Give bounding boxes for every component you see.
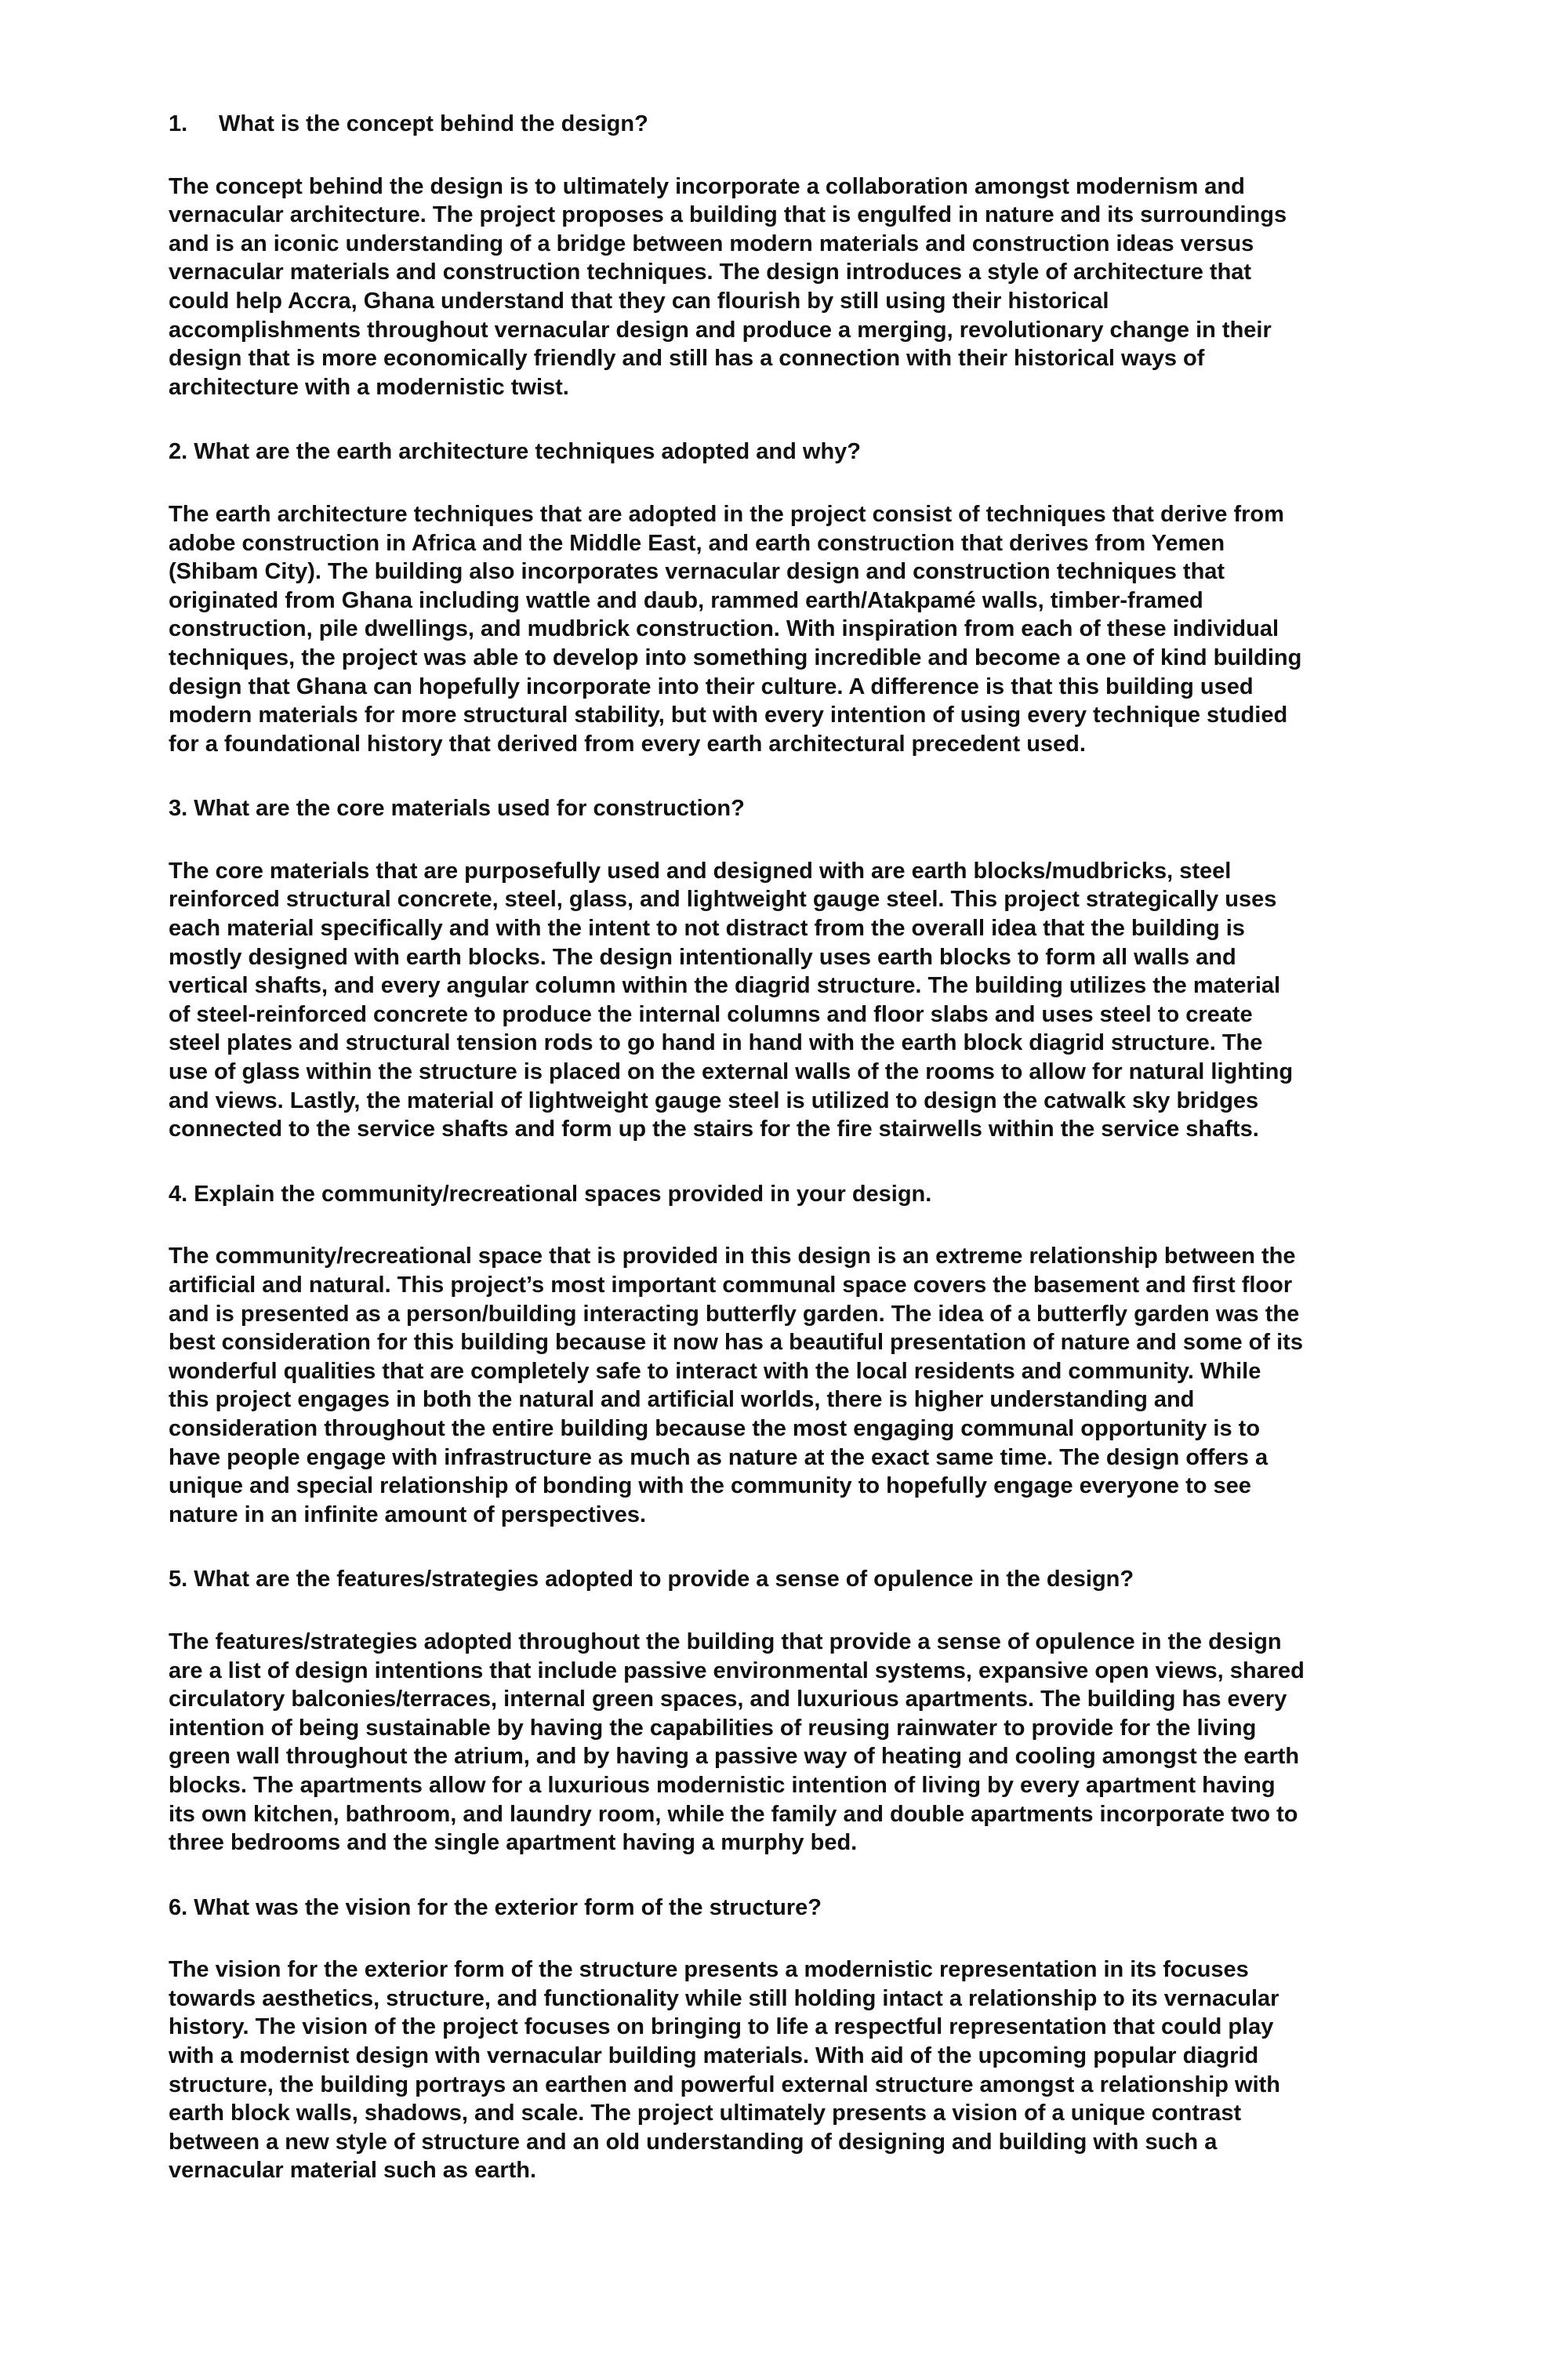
answer-line: its own kitchen, bathroom, and laundry room, while the family and double apartments incorporate two to [169,1801,1298,1827]
question-number: 3. [169,796,188,822]
answer-line: steel plates and structural tension rods to go hand in hand with the earth block diagrid structure. The [169,1030,1263,1056]
answer-line: The concept behind the design is to ultimately incorporate a collaboration amongst modernism and [169,173,1245,199]
answer-line: design that is more economically friendly and still has a connection with their historical ways of [169,346,1205,372]
question-number: 4. [169,1181,188,1207]
answer-line: originated from Ghana including wattle and daub, rammed earth/Atakpamé walls, timber-framed [169,587,1203,613]
question-number: 1. [169,111,188,136]
answer-line: with a modernist design with vernacular building materials. With aid of the upcoming popular diagrid [169,2043,1259,2069]
answer-line: vernacular architecture. The project proposes a building that is engulfed in nature and its surroundings [169,202,1287,228]
answer-line: The core materials that are purposefully used and designed with are earth blocks/mudbricks, steel [169,858,1232,884]
qa-section-3 [169,794,1411,1144]
answer-paragraph [169,1242,1411,1529]
answer-line: and views. Lastly, the material of lightweight gauge steel is utilized to design the catwalk sky bridges [169,1088,1259,1113]
answer-line: towards aesthetics, structure, and functionality while still holding intact a relationship to its vernacular [169,1985,1279,2011]
question-heading [169,110,1411,139]
question-text: What are the features/strategies adopted to provide a sense of opulence in the design? [194,1567,1134,1592]
answer-line: green wall throughout the atrium, and by having a passive way of heating and cooling amongst the earth [169,1744,1300,1770]
answer-line: connected to the service shafts and form up the stairs for the fire stairwells within the service shafts. [169,1117,1259,1142]
question-heading [169,438,1411,467]
answer-paragraph [169,1955,1411,2185]
answer-line: architecture with a modernistic twist. [169,374,569,400]
answer-line: reinforced structural concrete, steel, glass, and lightweight gauge steel. This project strategically uses [169,887,1277,913]
answer-paragraph [169,1628,1411,1857]
question-text: What are the earth architecture techniques adopted and why? [194,439,862,465]
answer-line: The community/recreational space that is provided in this design is an extreme relationship between the [169,1244,1296,1269]
answer-line: construction, pile dwellings, and mudbrick construction. With inspiration from each of these individual [169,616,1279,642]
answer-line: and is an iconic understanding of a bridge between modern materials and construction ideas versus [169,231,1254,256]
answer-line: design that Ghana can hopefully incorporate into their culture. A difference is that this building used [169,674,1254,699]
question-text: What was the vision for the exterior form of the structure? [194,1894,822,1920]
answer-line: The earth architecture techniques that are adopted in the project consist of techniques that derive from [169,501,1284,527]
answer-line: have people engage with infrastructure as much as nature at the exact same time. The design offers a [169,1444,1269,1470]
answer-paragraph [169,500,1411,758]
answer-line: nature in an infinite amount of perspectives. [169,1501,647,1527]
answer-line: vernacular material such as earth. [169,2158,537,2184]
answer-line: could help Accra, Ghana understand that they can flourish by still using their historical [169,288,1109,314]
answer-line: vernacular materials and construction techniques. The design introduces a style of architecture that [169,260,1252,285]
question-number: 6. [169,1894,188,1920]
answer-line: adobe construction in Africa and the Middle East, and earth construction that derives from Yemen [169,530,1225,556]
answer-line: unique and special relationship of bonding with the community to hopefully engage everyone to see [169,1473,1251,1499]
answer-line: structure, the building portrays an earthen and powerful external structure amongst a relationship with [169,2072,1281,2097]
answer-line: modern materials for more structural stability, but with every intention of using every technique studied [169,703,1288,728]
answer-line: mostly designed with earth blocks. The design intentionally uses earth blocks to form all walls and [169,944,1236,970]
answer-line: accomplishments throughout vernacular design and produce a merging, revolutionary change in their [169,317,1272,343]
answer-line: vertical shafts, and every angular column within the diagrid structure. The building utilizes the material [169,973,1281,999]
answer-line: intention of being sustainable by having the capabilities of reusing rainwater to provide for the living [169,1715,1257,1741]
answer-paragraph [169,172,1411,402]
answer-line: artificial and natural. This project’s most important communal space covers the basement and first floor [169,1273,1293,1298]
question-text: What is the concept behind the design? [219,111,648,136]
answer-line: use of glass within the structure is placed on the external walls of the rooms to allow for natural lighting [169,1059,1294,1085]
answer-line: history. The vision of the project focuses on bringing to life a respectful representation that could play [169,2014,1274,2040]
answer-line: best consideration for this building because it now has a beautiful presentation of nature and some of its [169,1330,1303,1356]
question-heading [169,1894,1411,1923]
answer-line: The vision for the exterior form of the structure presents a modernistic representation in its focuses [169,1957,1249,1983]
question-heading [169,1565,1411,1594]
answer-line: blocks. The apartments allow for a luxurious modernistic intention of living by every apartment having [169,1772,1276,1798]
answer-line: wonderful qualities that are completely safe to interact with the local residents and community. While [169,1358,1261,1384]
qa-section-4 [169,1180,1411,1530]
question-heading [169,1180,1411,1209]
answer-line: for a foundational history that derived from every earth architectural precedent used. [169,731,1086,757]
document-page [169,110,1411,2221]
question-text: Explain the community/recreational spaces provided in your design. [194,1181,932,1207]
qa-section-5 [169,1565,1411,1857]
qa-section-2 [169,438,1411,758]
answer-line: three bedrooms and the single apartment having a murphy bed. [169,1830,858,1856]
question-heading [169,794,1411,823]
question-number: 5. [169,1567,188,1592]
answer-line: each material specifically and with the intent to not distract from the overall idea that the building is [169,916,1245,942]
answer-line: earth block walls, shadows, and scale. The project ultimately presents a vision of a unique contrast [169,2101,1242,2126]
answer-line: of steel-reinforced concrete to produce the internal columns and floor slabs and uses steel to create [169,1001,1253,1027]
answer-line: (Shibam City). The building also incorporates vernacular design and construction techniques that [169,559,1225,585]
answer-line: are a list of design intentions that include passive environmental systems, expansive open views, shared [169,1658,1305,1683]
question-text: What are the core materials used for construction? [194,796,745,822]
answer-line: between a new style of structure and an old understanding of designing and building with such a [169,2129,1218,2155]
answer-paragraph [169,857,1411,1144]
qa-section-1 [169,110,1411,401]
qa-section-6 [169,1894,1411,2185]
answer-line: The features/strategies adopted throughout the building that provide a sense of opulence in the design [169,1629,1282,1654]
answer-line: circulatory balconies/terraces, internal green spaces, and luxurious apartments. The building has every [169,1687,1287,1712]
answer-line: techniques, the project was able to develop into something incredible and become a one of kind building [169,645,1302,670]
question-number: 2. [169,439,188,465]
answer-line: consideration throughout the entire building because the most engaging communal opportunity is to [169,1415,1261,1441]
answer-line: this project engages in both the natural and artificial worlds, there is higher understanding and [169,1387,1195,1413]
answer-line: and is presented as a person/building interacting butterfly garden. The idea of a butterfly garden was the [169,1301,1300,1327]
